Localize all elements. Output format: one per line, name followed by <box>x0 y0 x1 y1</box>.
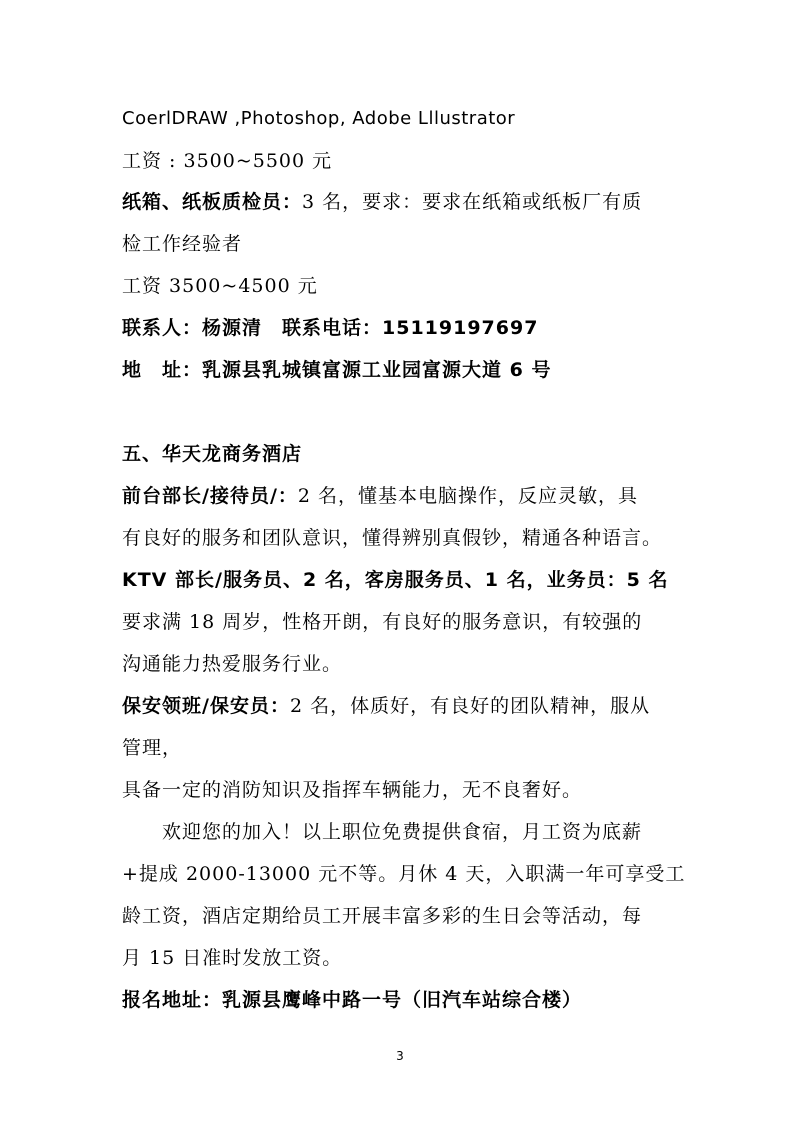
salary-line-2: 工资 3500~4500 元 <box>122 275 318 297</box>
security-text: 2 名，体质好，有良好的团队精神，服从 <box>289 695 651 717</box>
security-requirement-line-3: 具备一定的消防知识及指挥车辆能力，无不良奢好。 <box>122 779 583 801</box>
welcome-paragraph-line-2: +提成 2000-13000 元不等。月休 4 天，入职满一年可享受工 <box>122 863 686 885</box>
reception-requirement-continued: 有良好的服务和团队意识，懂得辨别真假钞，精通各种语言。 <box>122 527 663 549</box>
hotel-requirement-line-2: 沟通能力热爱服务行业。 <box>122 653 343 675</box>
reception-requirement <box>122 484 692 508</box>
inspector-requirement <box>122 190 692 214</box>
security-requirement <box>122 694 692 718</box>
reception-text: 2 名，懂基本电脑操作，反应灵敏，具 <box>297 485 639 507</box>
ktv-roles-line: KTV 部长/服务员、2 名，客房服务员、1 名，业务员：5 名 <box>122 569 669 591</box>
welcome-paragraph-line-1: 欢迎您的加入！以上职位免费提供食宿，月工资为底薪 <box>162 821 643 843</box>
inspector-text: 3 名，要求：要求在纸箱或纸板厂有质 <box>302 191 643 213</box>
welcome-paragraph-line-3: 龄工资，酒店定期给员工开展丰富多彩的生日会等活动，每 <box>122 905 643 927</box>
welcome-paragraph-line-4: 月 15 日准时发放工资。 <box>122 947 343 969</box>
software-requirements: CoerlDRAW ,Photoshop, Adobe Lllustrator <box>122 108 516 129</box>
contact-line: 联系人：杨源清 联系电话：15119197697 <box>122 317 539 339</box>
security-requirement-continued: 管理， <box>122 737 183 759</box>
security-title: 保安领班/保安员： <box>122 695 290 717</box>
address-line: 地 址：乳源县乳城镇富源工业园富源大道 6 号 <box>122 359 552 381</box>
reception-title: 前台部长/接待员/： <box>122 485 298 507</box>
salary-line-1: 工资 : 3500~5500 元 <box>122 150 333 172</box>
inspector-title: 纸箱、纸板质检员： <box>122 191 303 213</box>
hotel-requirement-line-1: 要求满 18 周岁，性格开朗，有良好的服务意识，有较强的 <box>122 611 643 633</box>
hotel-section-title: 五、华天龙商务酒店 <box>122 443 303 465</box>
registration-address: 报名地址：乳源县鹰峰中路一号（旧汽车站综合楼） <box>122 989 583 1011</box>
page-number: 3 <box>396 1049 404 1063</box>
inspector-requirement-continued: 检工作经验者 <box>122 233 243 255</box>
